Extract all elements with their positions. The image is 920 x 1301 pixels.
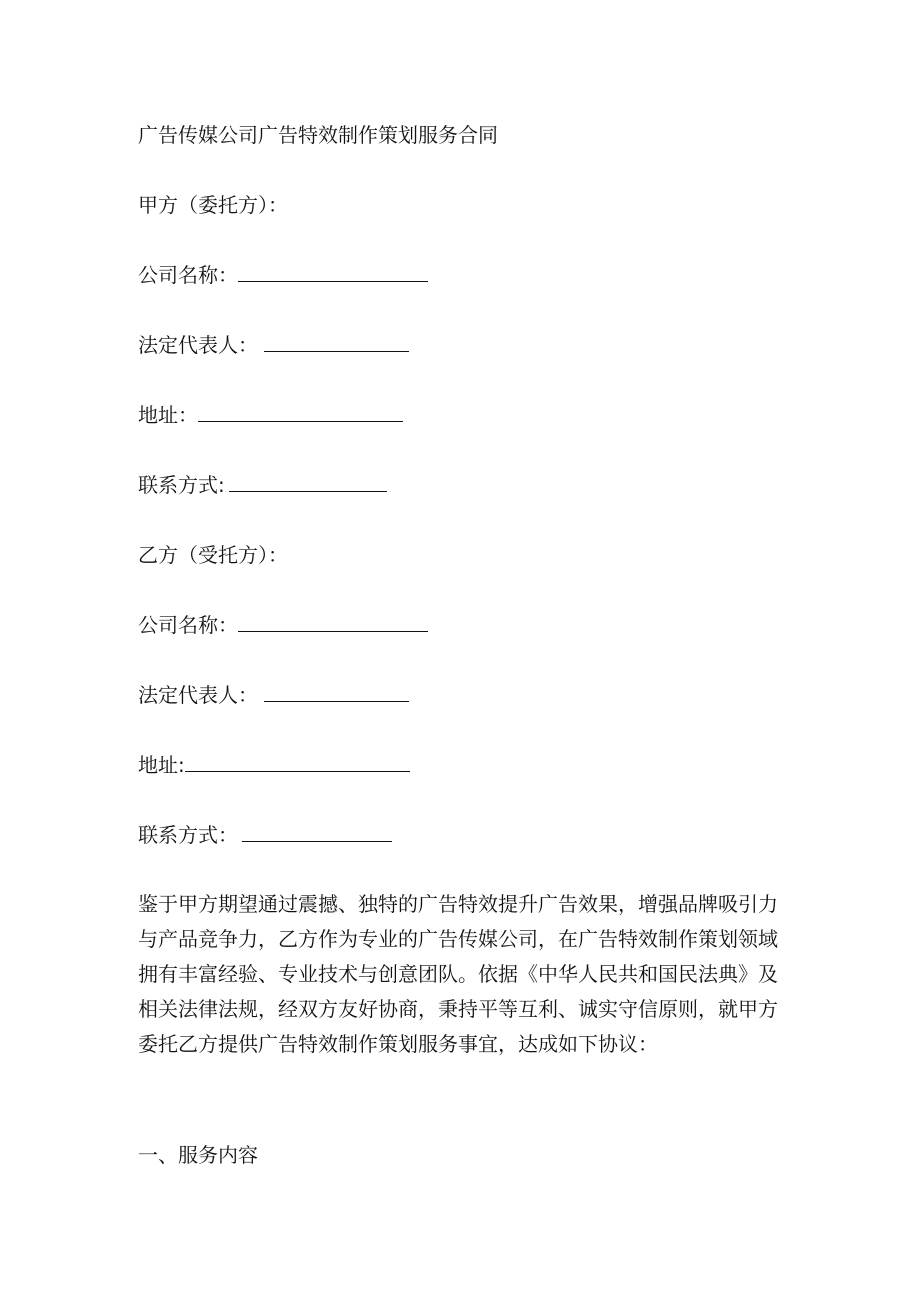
party-a-legal-rep-label: 法定代表人： [138, 333, 258, 357]
party-b-contact-label: 联系方式： [138, 823, 238, 847]
party-a-company-name-label: 公司名称： [138, 263, 238, 287]
party-b-legal-rep-label: 法定代表人： [138, 683, 258, 707]
party-b-legal-rep-blank [264, 683, 409, 702]
party-b-company-name-label: 公司名称： [138, 613, 238, 637]
party-a-address-row [138, 402, 403, 428]
party-a-contact-label: 联系方式: [138, 473, 225, 497]
preamble-line: 拥有丰富经验、专业技术与创意团队。依据《中华人民共和国民法典》及 [138, 962, 778, 986]
preamble-line: 与产品竞争力，乙方作为专业的广告传媒公司，在广告特效制作策划领域 [138, 927, 778, 951]
party-b-company-name-row [138, 612, 428, 638]
party-b-address-row [138, 752, 410, 778]
party-a-company-name-blank [238, 263, 428, 282]
party-b-address-label: 地址: [138, 753, 185, 777]
party-a-company-name-row [138, 262, 428, 288]
party-b-address-blank [185, 753, 410, 772]
party-a-address-blank [198, 403, 403, 422]
party-b-company-name-blank [238, 613, 428, 632]
party-b-contact-blank [242, 823, 392, 842]
party-a-legal-rep-row [138, 332, 409, 358]
preamble-paragraph [138, 887, 783, 1062]
section-1-heading: 一、服务内容 [138, 1143, 258, 1167]
party-b-heading: 乙方（受托方）： [138, 543, 288, 567]
party-a-contact-row [138, 472, 387, 498]
party-b-contact-row [138, 822, 392, 848]
preamble-line: 委托乙方提供广告特效制作策划服务事宜，达成如下协议： [138, 1032, 658, 1056]
document-title: 广告传媒公司广告特效制作策划服务合同 [138, 123, 498, 147]
party-a-address-label: 地址： [138, 403, 198, 427]
party-b-legal-rep-row [138, 682, 409, 708]
party-a-legal-rep-blank [264, 333, 409, 352]
preamble-line: 鉴于甲方期望通过震撼、独特的广告特效提升广告效果，增强品牌吸引力 [138, 892, 778, 916]
party-a-heading: 甲方（委托方）： [138, 193, 288, 217]
party-a-contact-blank [229, 473, 387, 492]
preamble-line: 相关法律法规，经双方友好协商，秉持平等互利、诚实守信原则，就甲方 [138, 997, 778, 1021]
